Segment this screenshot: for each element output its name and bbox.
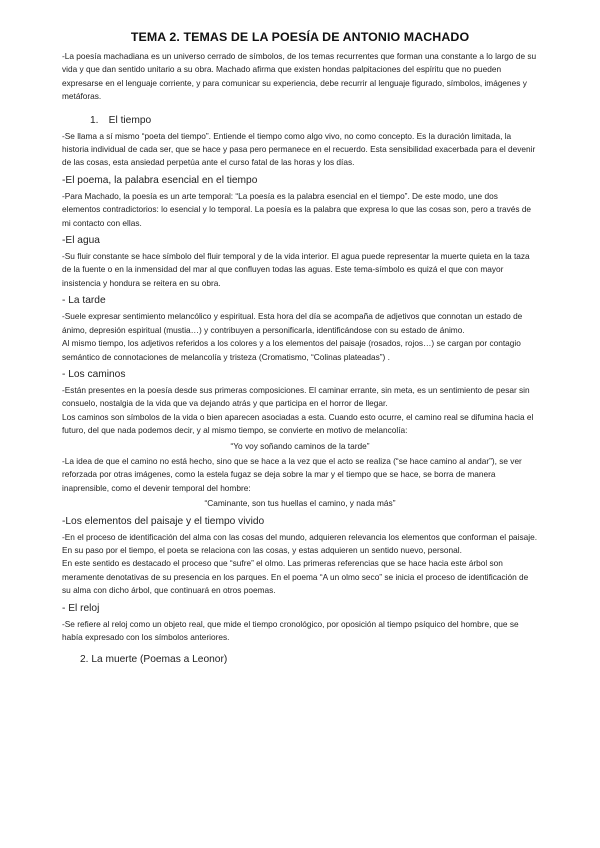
paragraph: -Suele expresar sentimiento melancólico y espiritual. Esta hora del día se acompaña de adjetivos que connotan un estado de ánimo, depresión espiritual (mustia…) y contribuyen a personificarla, identificándose con su estado de ánimo. (62, 311, 523, 335)
section-heading-poema: -El poema, la palabra esencial en el tiempo (62, 174, 258, 186)
page-title: TEMA 2. TEMAS DE LA POESÍA DE ANTONIO MACHADO (130, 30, 470, 44)
section-heading-agua: -El agua (62, 235, 100, 247)
quote: “Yo voy soñando caminos de la tarde” (230, 440, 370, 451)
paragraph: -Se llama a sí mismo “poeta del tiempo”. Entiende el tiempo como algo vivo, no como concepto. Es la duración limitada, la historia individual de cada ser, que se hace y pasa pero permanece en el recuerdo. Esta sensibilidad exacerbada para el devenir de las cosas, esta ansiedad perpetúa ante el curso fatal de las horas y los días. (62, 130, 536, 168)
quote: “Caminante, son tus huellas el camino, y nada más” (204, 498, 396, 509)
section-heading-muerte: 2. La muerte (Poemas a Leonor) (80, 654, 228, 666)
paragraph: Al mismo tiempo, los adjetivos referidos a los colores y a los elementos del paisaje (rosados, rojos…) se cargan por contagio semántico de connotaciones de melancolía y tristeza (Cromatismo, “Colinas plateadas”) . (62, 338, 521, 362)
paragraph: -Están presentes en la poesía desde sus primeras composiciones. El caminar errante, sin meta, es un sentimiento de pesar sin consuelo, nostalgia de la vida que va dejando atrás y que participa en el horror de llegar. (62, 384, 530, 409)
paragraph: -La idea de que el camino no está hecho, sino que se hace a la vez que el acto se realiza (“se hace camino al andar”), se ver reforzada por otras imágenes, como la estela fugaz se deja sobre la mar y el tiempo que se hace, se borra de manera inaprensible, como el devenir temporal del hombre: (62, 455, 522, 493)
paragraph: -Su fluir constante se hace símbolo del fluir temporal y de la vida interior. El agua puede representar la muerte quieta en la taza de la fuente o en la inmensidad del mar al que confluyen todas las aguas. Este tema-símbolo es quizá el que con mayor insistencia y hondura se reitera en su obra. (62, 251, 530, 288)
section-heading-tiempo: 1. El tiempo (90, 114, 152, 126)
paragraph: En este sentido es destacado el proceso que “sufre” el olmo. Las primeras referencias que se hace hacia este árbol son meramente denotativas de su presencia en los parques. En el poema “A un olmo seco” se inicia el proceso de identificación de su alma con dicho árbol, que continuará en otros poemas. (62, 558, 529, 596)
section-heading-tarde: - La tarde (62, 295, 106, 307)
paragraph: -En el proceso de identificación del alma con las cosas del mundo, adquieren relevancia los elementos que conforman el paisaje. En su paso por el tiempo, el poeta se relaciona con las cosas, y estas adquieren un sentido nuevo, personal. (62, 531, 538, 555)
section-heading-paisaje: -Los elementos del paisaje y el tiempo vivido (62, 515, 265, 527)
section-heading-reloj: - El reloj (62, 602, 100, 614)
section-heading-caminos: - Los caminos (62, 368, 126, 380)
paragraph: Los caminos son símbolos de la vida o bien aparecen asociadas a esta. Cuando esto ocurre, el camino real se difumina hacia el futuro, del que nada podemos decir, y al mismo tiempo, se convierte en motivo de melancolía: (62, 411, 534, 436)
paragraph: -Para Machado, la poesía es un arte temporal: “La poesía es la palabra esencial en el tiempo”. De este modo, une dos elementos contradictorios: lo esencial y lo temporal. La poesía es la palabra que expresa lo que las cosas son, pero a través de mi contacto con ellas. (62, 190, 532, 228)
paragraph: -Se refiere al reloj como un objeto real, que mide el tiempo cronológico, por oposición al tiempo psíquico del hombre, que se había expresado con los símbolos anteriores. (62, 618, 519, 642)
intro-paragraph: -La poesía machadiana es un universo cerrado de símbolos, de los temas recurrentes que forman una constante a lo largo de su vida y que dan sentido unitario a su obra. Machado afirma que existen hondas palpitaciones del espíritu que no pueden expresarse en el lenguaje corriente, y para comunicar su experiencia, debe recurrir al lenguaje figurado, símbolos, imágenes y metáforas. (62, 51, 537, 102)
